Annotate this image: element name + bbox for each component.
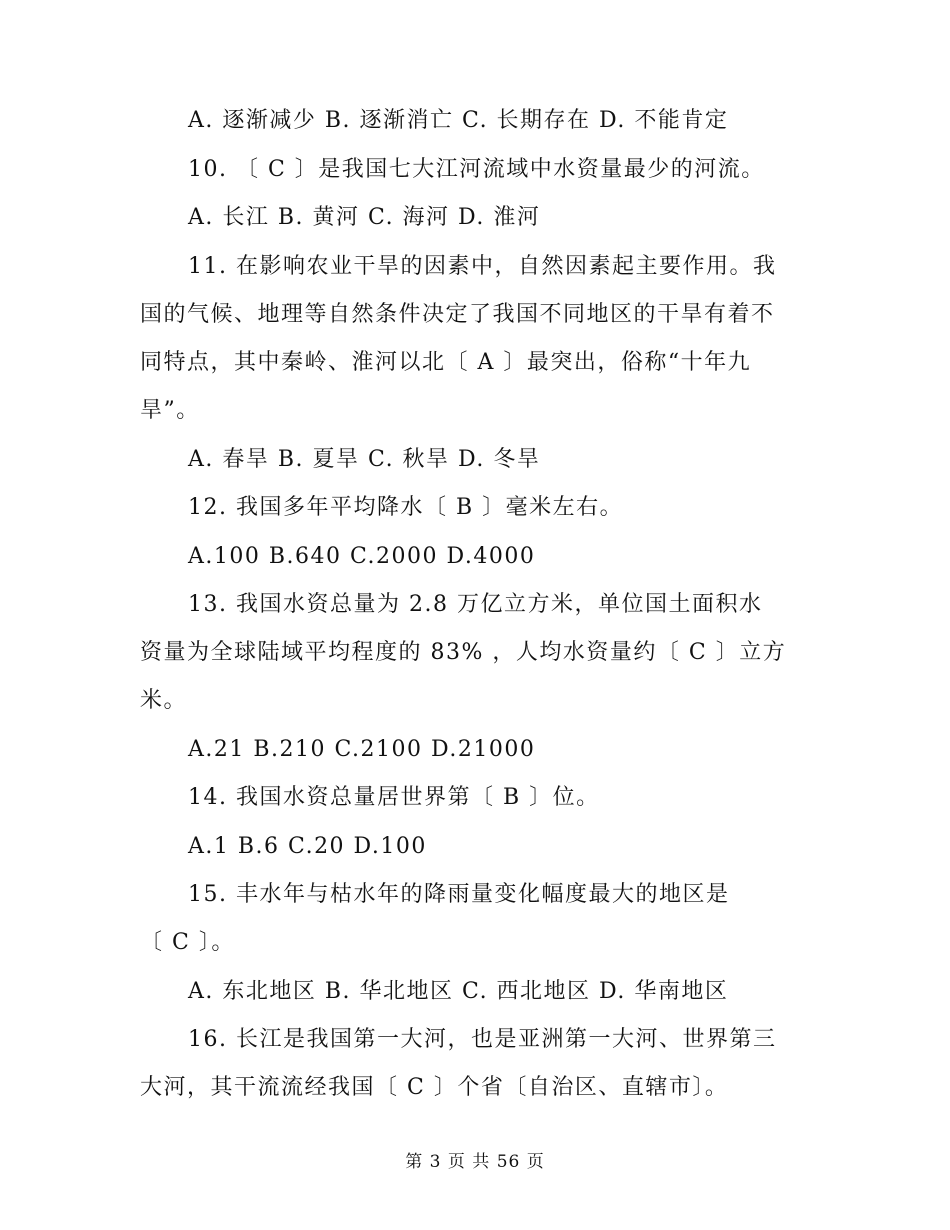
question-16-cont-1: 大河，其干流流经我国〔 C 〕个省〔自治区、直辖市〕。 [140,1075,729,1100]
option-line-q12: A.100 B.640 C.2000 D.4000 [188,544,536,569]
option-line-q9: A. 逐渐减少 B. 逐渐消亡 C. 长期存在 D. 不能肯定 [188,108,729,133]
option-line-q14: A.1 B.6 C.20 D.100 [188,834,427,859]
question-11-cont-1: 国的气候、地理等自然条件决定了我国不同地区的干旱有着不 [140,302,775,327]
question-16: 16. 长江是我国第一大河，也是亚洲第一大河、世界第三 [188,1027,777,1052]
question-10: 10. 〔 C 〕是我国七大江河流域中水资量最少的河流。 [188,157,765,182]
option-line-q11: A. 春旱 B. 夏旱 C. 秋旱 D. 冬旱 [188,447,541,472]
question-11-cont-3: 旱”。 [140,398,200,423]
question-13: 13. 我国水资总量为 2.8 万亿立方米，单位国土面积水 [188,592,763,617]
page-footer: 第 3 页 共 56 页 [405,1152,545,1172]
question-12: 12. 我国多年平均降水〔 B 〕毫米左右。 [188,495,624,520]
option-line-q15: A. 东北地区 B. 华北地区 C. 西北地区 D. 华南地区 [188,979,729,1004]
option-line-q13: A.21 B.210 C.2100 D.21000 [188,737,536,762]
question-13-cont-1: 资量为全球陆域平均程度的 83% ，人均水资量约〔 C 〕立方 [140,640,787,665]
question-15-cont-1: 〔 C 〕。 [140,930,235,955]
option-line-q10: A. 长江 B. 黄河 C. 海河 D. 淮河 [188,205,541,230]
question-15: 15. 丰水年与枯水年的降雨量变化幅度最大的地区是 [188,882,730,907]
question-11: 11. 在影响农业干旱的因素中，自然因素起主要作用。我 [188,254,777,279]
question-11-cont-2: 同特点，其中秦岭、淮河以北〔 A 〕最突出，俗称“十年九 [140,350,752,375]
question-13-cont-2: 米。 [140,688,188,713]
question-14: 14. 我国水资总量居世界第〔 B 〕位。 [188,785,600,810]
